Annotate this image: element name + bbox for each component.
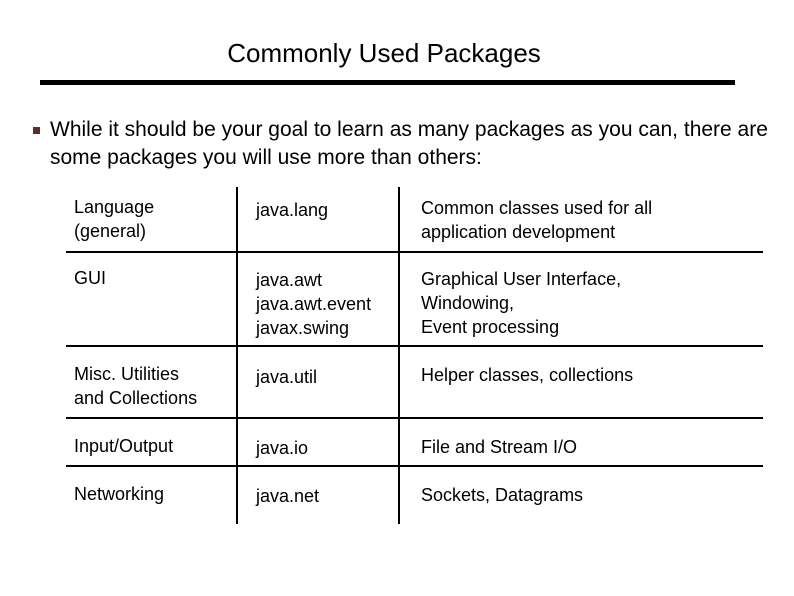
cell-line: Language <box>74 197 155 217</box>
table-cell-description <box>421 363 633 387</box>
table-cell-category <box>74 362 197 410</box>
row-divider <box>66 345 763 347</box>
cell-line: java.lang <box>256 200 329 220</box>
intro-text: While it should be your goal to learn as many packages as you can, there are some packages you will use more than others: <box>50 118 768 169</box>
cell-line: java.io <box>256 438 309 458</box>
cell-line: Misc. Utilities <box>74 364 180 384</box>
table-cell-packages <box>256 268 371 340</box>
slide-title: Commonly Used Packages <box>227 38 541 68</box>
row-divider <box>66 465 763 467</box>
cell-line: Common classes used for all <box>421 198 653 218</box>
table-cell-category <box>74 195 154 243</box>
cell-line: Event processing <box>421 317 560 337</box>
cell-line: javax.swing <box>256 318 350 338</box>
cell-line: (general) <box>74 221 147 241</box>
cell-line: java.net <box>256 486 320 506</box>
table-cell-description <box>421 435 577 459</box>
table-cell-packages <box>256 365 317 389</box>
cell-line: File and Stream I/O <box>421 437 578 457</box>
table-cell-category <box>74 434 173 458</box>
cell-line: Windowing, <box>421 293 515 313</box>
row-divider <box>66 417 763 419</box>
table-cell-description <box>421 196 652 244</box>
table-cell-packages <box>256 484 319 508</box>
table-cell-description <box>421 267 621 339</box>
row-divider <box>66 251 763 253</box>
cell-line: Input/Output <box>74 436 174 456</box>
table-cell-description <box>421 483 583 507</box>
bullet-icon <box>33 127 40 134</box>
title-underline <box>40 80 735 85</box>
cell-line: Graphical User Interface, <box>421 269 622 289</box>
cell-line: Networking <box>74 484 165 504</box>
table-cell-packages <box>256 198 328 222</box>
cell-line: application development <box>421 222 616 242</box>
table-cell-category <box>74 266 106 290</box>
cell-line: java.util <box>256 367 318 387</box>
cell-line: java.awt <box>256 270 323 290</box>
cell-line: GUI <box>74 268 107 288</box>
column-divider <box>398 187 400 524</box>
column-divider <box>236 187 238 524</box>
cell-line: Helper classes, collections <box>421 365 634 385</box>
cell-line: java.awt.event <box>256 294 372 314</box>
cell-line: Sockets, Datagrams <box>421 485 584 505</box>
table-cell-packages <box>256 436 308 460</box>
table-cell-category <box>74 482 164 506</box>
cell-line: and Collections <box>74 388 198 408</box>
